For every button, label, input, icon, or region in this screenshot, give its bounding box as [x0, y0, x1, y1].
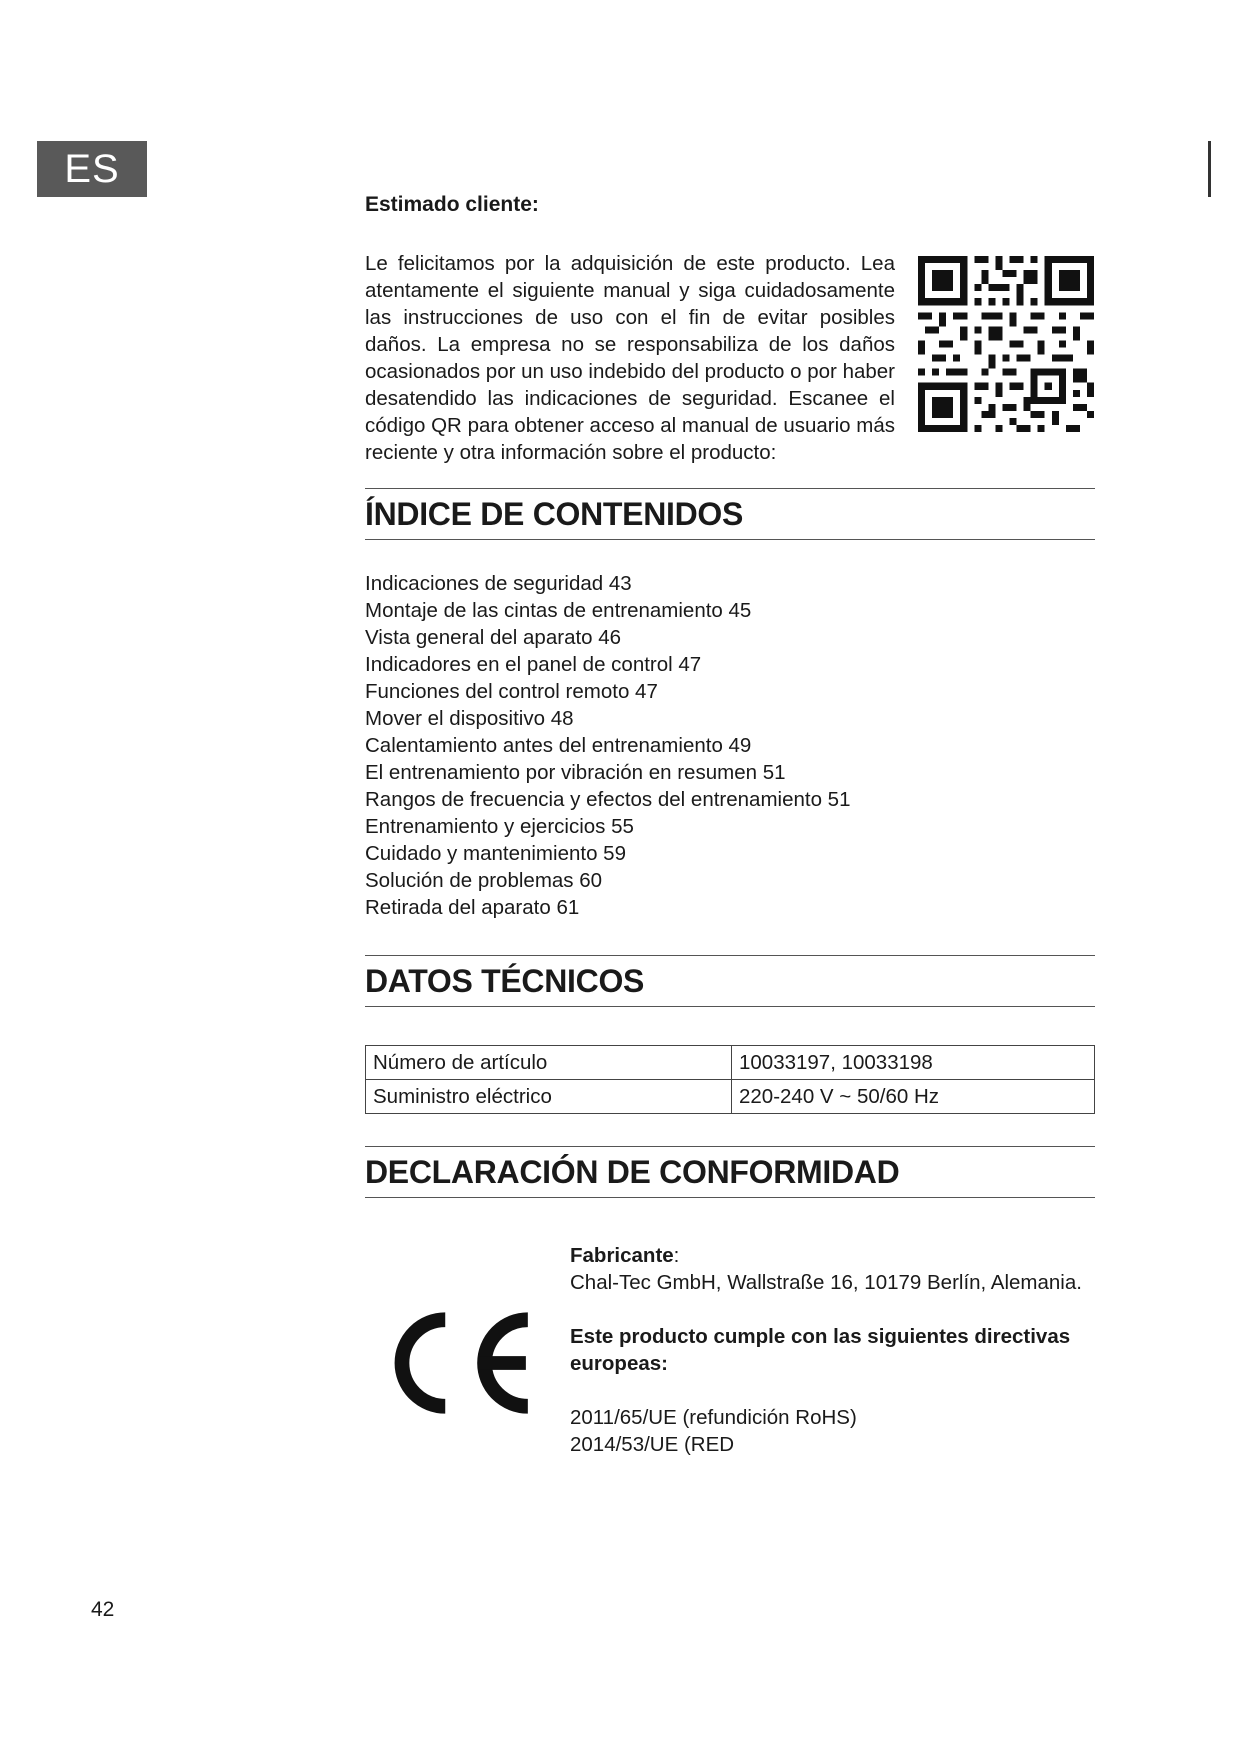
toc-item[interactable]: Calentamiento antes del entrenamiento 49 [365, 734, 752, 757]
directive-item: 2011/65/UE (refundición RoHS) [570, 1406, 857, 1429]
conformity-title: DECLARACIÓN DE CONFORMIDAD [365, 1146, 1095, 1198]
manufacturer-line [570, 1242, 1095, 1269]
tech-value: 220-240 V ~ 50/60 Hz [732, 1080, 1095, 1114]
toc-item[interactable]: Indicaciones de seguridad 43 [365, 572, 632, 595]
toc-item[interactable]: Mover el dispositivo 48 [365, 707, 574, 730]
manufacturer-label: Fabricante [570, 1244, 674, 1267]
language-tab-label: ES [64, 146, 120, 191]
tech-label: Suministro eléctrico [366, 1080, 732, 1114]
page-number: 42 [91, 1598, 115, 1621]
toc-item[interactable]: Vista general del aparato 46 [365, 626, 622, 649]
conformity-body [365, 1242, 1095, 1542]
ce-mark-icon [380, 1304, 538, 1422]
table-row [366, 1080, 1095, 1114]
language-tab [37, 141, 147, 197]
toc-item[interactable]: Montaje de las cintas de entrenamiento 45 [365, 599, 752, 622]
toc-list [365, 570, 1095, 921]
toc-item[interactable]: El entrenamiento por vibración en resumen 51 [365, 761, 786, 784]
toc-item[interactable]: Cuidado y mantenimiento 59 [365, 842, 626, 865]
toc-item[interactable]: Solución de problemas 60 [365, 869, 603, 892]
tech-value: 10033197, 10033198 [732, 1046, 1095, 1080]
intro-text: Le felicitamos por la adquisición de este producto. Lea atentamente el siguiente manual y siga cuidadosamente las instrucciones de uso con el fin de evitar posibles daños. La empresa no se responsabiliza de los daños ocasionados por un uso indebido del producto o por haber desatendido las indicaciones de seguridad. Escanee el código QR para obtener acceso al manual de usuario más reciente y otra información sobre el producto: [365, 252, 895, 464]
tech-label: Número de artículo [366, 1046, 732, 1080]
conformity-text [570, 1242, 1095, 1458]
toc-item[interactable]: Indicadores en el panel de control 47 [365, 653, 702, 676]
table-row [366, 1046, 1095, 1080]
tech-title: DATOS TÉCNICOS [365, 955, 1095, 1007]
directive-item: 2014/53/UE (RED [570, 1433, 735, 1456]
intro-block [365, 250, 1095, 464]
qr-code-icon [918, 256, 1094, 432]
manufacturer-address: Chal-Tec GmbH, Wallstraße 16, 10179 Berlín, Alemania. [570, 1271, 1082, 1294]
directives-heading: Este producto cumple con las siguientes directivas europeas: [570, 1325, 1071, 1375]
margin-rule [1208, 141, 1211, 197]
page-content [365, 190, 1095, 1542]
toc-item[interactable]: Entrenamiento y ejercicios 55 [365, 815, 634, 838]
toc-item[interactable]: Retirada del aparato 61 [365, 896, 580, 919]
toc-item[interactable]: Rangos de frecuencia y efectos del entrenamiento 51 [365, 788, 851, 811]
toc-title: ÍNDICE DE CONTENIDOS [365, 488, 1095, 540]
tech-table [365, 1045, 1095, 1114]
toc-item[interactable]: Funciones del control remoto 47 [365, 680, 658, 703]
manufacturer-colon: : [673, 1244, 680, 1267]
greeting: Estimado cliente: [365, 193, 539, 216]
